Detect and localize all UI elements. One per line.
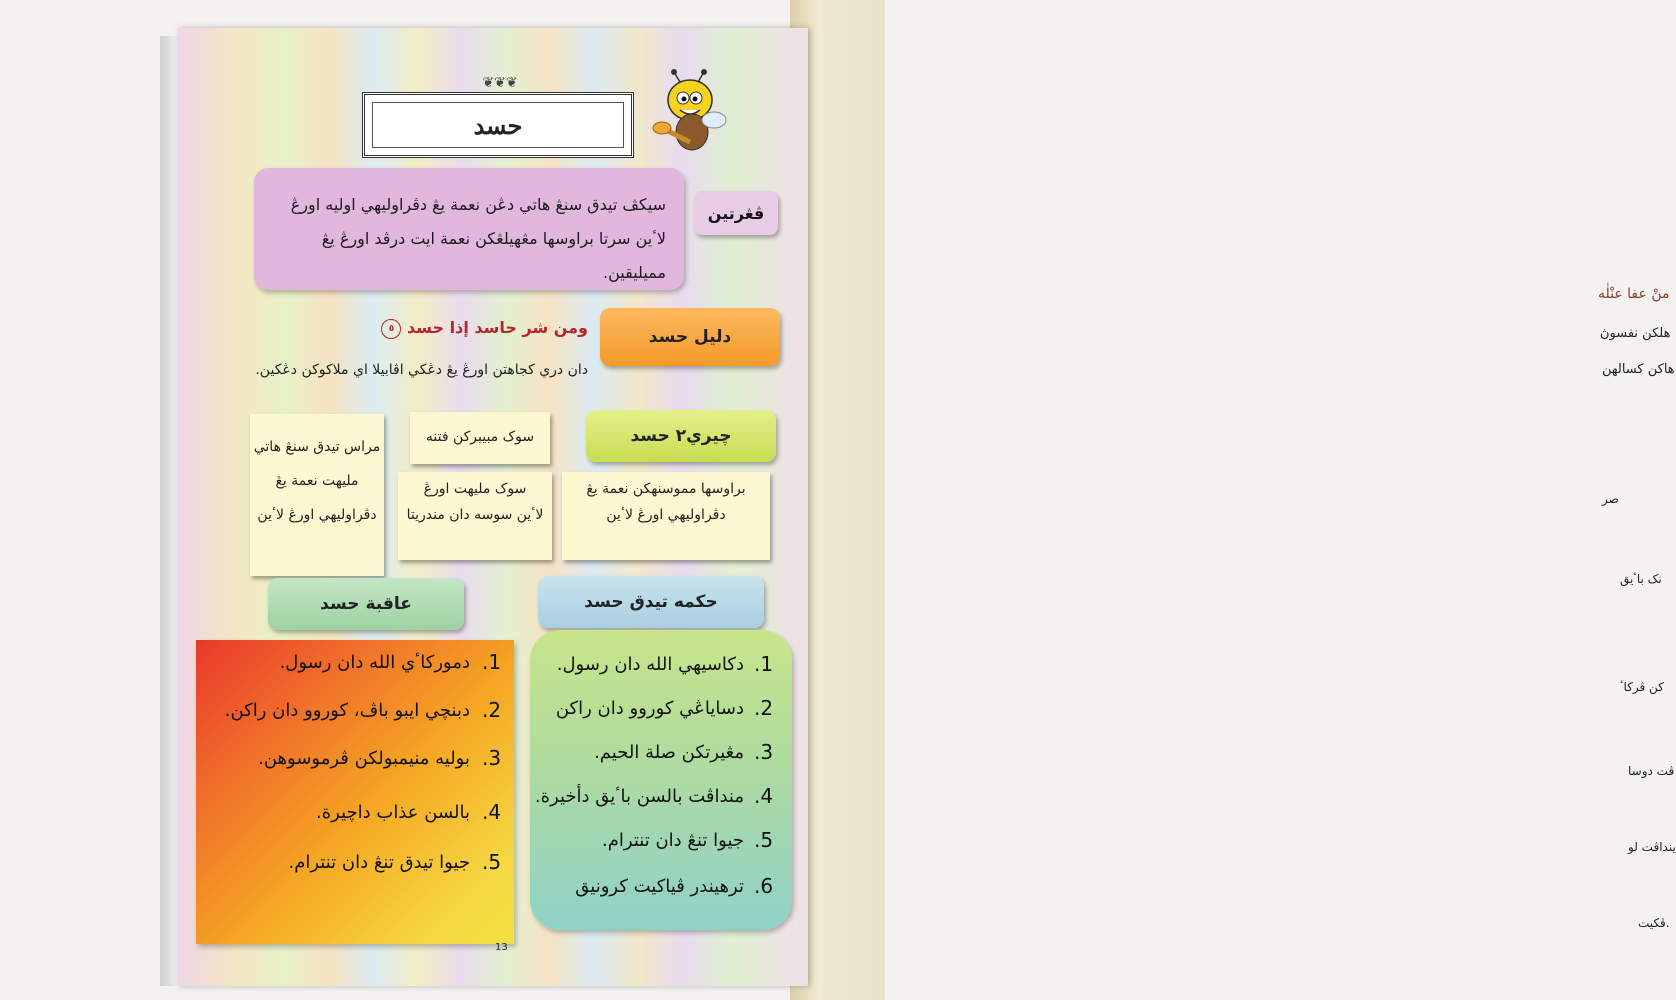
quran-verse bbox=[377, 318, 588, 339]
list-number: .2 bbox=[754, 696, 774, 720]
hikmah-list-box bbox=[530, 630, 792, 930]
list-item: بالسن عذاب داچيرة. bbox=[316, 802, 470, 823]
list-number: .1 bbox=[754, 652, 774, 676]
note-line: مليهت نعمة يڠ bbox=[275, 473, 359, 489]
akibat-label: عاقبة حسد bbox=[268, 578, 464, 630]
list-item: مڠيرتکن صلة الحيم. bbox=[594, 742, 744, 763]
list-number: .2 bbox=[482, 698, 502, 722]
akibat-list-box bbox=[196, 640, 514, 944]
next-page-text: ڤت دوسا bbox=[1628, 764, 1675, 778]
list-item: دکاسيهي الله دان رسول. bbox=[556, 654, 744, 675]
sticky-note bbox=[562, 472, 770, 560]
verse-text: ومن شر حاسد إذا حسد bbox=[407, 318, 588, 337]
list-number: .4 bbox=[754, 784, 774, 808]
sticky-note bbox=[250, 414, 384, 576]
definition-text bbox=[266, 188, 666, 290]
title-frame bbox=[362, 92, 634, 158]
next-page-text: صر bbox=[1602, 492, 1619, 506]
bee-mascot-icon bbox=[650, 70, 730, 165]
next-page-text: ڤکيت. bbox=[1638, 916, 1670, 930]
definition-line: لاٴين سرتا براوسها مڠهيلڠکن نعمة ايت درڤد اورڠ يڠ مميليقين. bbox=[321, 229, 666, 282]
list-item: دساياڠي کوروو دان راکن bbox=[555, 698, 744, 719]
ayah-end-icon: ٥ bbox=[381, 319, 401, 339]
list-item: جيوا تيدق تنڠ دان تنترام. bbox=[288, 852, 470, 873]
list-item: ترهيندر ڤياکيت کرونيق bbox=[575, 876, 744, 897]
list-item: دموركاٴي الله دان رسول. bbox=[279, 652, 470, 673]
next-page-text: هاکن کسالهن bbox=[1602, 362, 1675, 377]
verse-translation: دان دري کجاهتن اورڠ يڠ دڠکي اڤابيلا اي ملاکوکن دڠکين. bbox=[255, 362, 588, 378]
hikmah-label: حکمه تيدق حسد bbox=[538, 576, 764, 628]
page-title: حسد bbox=[372, 102, 624, 148]
list-item: بوليه منيمبولکن ڤرموسوهن. bbox=[258, 748, 470, 769]
sticky-note bbox=[410, 412, 550, 464]
list-number: .3 bbox=[482, 746, 502, 770]
title-ornament: ❦❦❦ bbox=[482, 75, 518, 91]
list-number: .5 bbox=[482, 850, 502, 874]
next-page-text: هلکن نفسوڽ bbox=[1600, 326, 1671, 341]
note-line: سوک مليهت اورڠ bbox=[423, 481, 527, 497]
dalil-label: دليل حسد bbox=[600, 308, 780, 366]
note-line: دڤراوليهي اورڠ لاٴين bbox=[606, 507, 726, 523]
ciri-label: چيري٢ حسد bbox=[586, 410, 776, 462]
next-page-text: نک باٴيق bbox=[1620, 572, 1662, 586]
list-number: .4 bbox=[482, 800, 502, 824]
list-item: دبنچي ايبو باڤ، کوروو دان راکن. bbox=[224, 700, 470, 721]
list-number: .5 bbox=[754, 828, 774, 852]
next-page-text: منْ عفا عنْلٰه bbox=[1598, 286, 1670, 302]
list-number: .3 bbox=[754, 740, 774, 764]
note-line: براوسها مموسنهکن نعمة يڠ bbox=[586, 481, 746, 497]
list-number: .1 bbox=[482, 650, 502, 674]
definition-box bbox=[254, 168, 684, 290]
next-page-text: کن ڤرکاٴ bbox=[1620, 680, 1664, 694]
note-line: سوک مبيبرکن فتنه bbox=[425, 429, 535, 445]
sticky-note bbox=[398, 472, 552, 560]
list-item: جيوا تنڠ دان تنترام. bbox=[602, 830, 744, 851]
definition-line: سيکڤ تيدق سنڠ هاتي دڠن نعمة يڠ دڤراوليهي اوليه اورڠ bbox=[290, 195, 666, 214]
definition-label: ڤڠرتين bbox=[694, 191, 778, 235]
note-line: لاٴين سوسه دان مندريتا bbox=[406, 507, 544, 523]
list-item: منداڤت بالسن باٴيق دأخيرة. bbox=[534, 786, 744, 807]
next-page-text: ينداڤت لو bbox=[1628, 840, 1676, 854]
page-number: 13 bbox=[495, 942, 508, 953]
note-line: دڤراوليهي اورڠ لاٴين bbox=[257, 507, 377, 523]
list-number: .6 bbox=[754, 874, 774, 898]
note-line: مراس تيدق سنڠ هاتي bbox=[253, 439, 381, 455]
